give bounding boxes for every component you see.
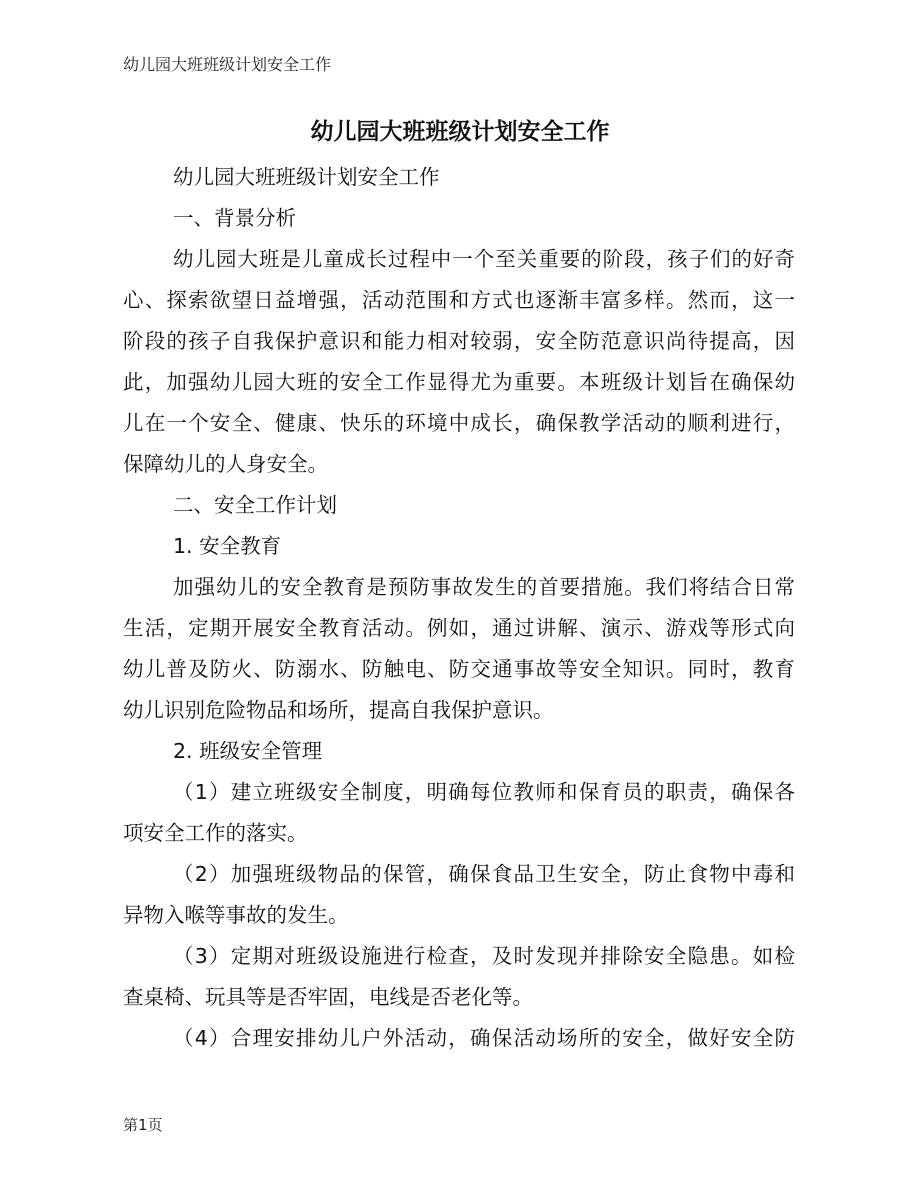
page-number: 第1页 — [123, 1116, 163, 1134]
text-line: 幼儿园大班班级计划安全工作 — [173, 165, 440, 189]
text-line: 幼儿识别危险物品和场所，提高自我保护意识。 — [123, 698, 554, 722]
text-line: 心、探索欲望日益增强，活动范围和方式也逐渐丰富多样。然而，这一 — [123, 288, 795, 312]
text-line: 幼儿普及防火、防溺水、防触电、防交通事故等安全知识。同时，教育 — [123, 657, 795, 681]
text-line: 1. 安全教育 — [173, 534, 282, 558]
text-line: 保障幼儿的人身安全。 — [123, 452, 328, 476]
text-line: 阶段的孩子自我保护意识和能力相对较弱，安全防范意识尚待提高，因 — [123, 329, 795, 353]
running-header: 幼儿园大班班级计划安全工作 — [123, 55, 332, 74]
text-line: （4）合理安排幼儿户外活动，确保活动场所的安全，做好安全防 — [173, 1026, 795, 1050]
document-body — [123, 157, 795, 1059]
text-line: （1）建立班级安全制度，明确每位教师和保育员的职责，确保各 — [173, 780, 795, 804]
text-line: 异物入喉等事故的发生。 — [123, 903, 349, 927]
text-line: 查桌椅、玩具等是否牢固，电线是否老化等。 — [123, 985, 533, 1009]
text-line: 2. 班级安全管理 — [173, 739, 323, 763]
text-line: 项安全工作的落实。 — [123, 821, 308, 845]
text-line: 儿在一个安全、健康、快乐的环境中成长，确保教学活动的顺利进行， — [123, 411, 795, 435]
document-title: 幼儿园大班班级计划安全工作 — [310, 119, 610, 145]
text-line: （3）定期对班级设施进行检查，及时发现并排除安全隐患。如检 — [173, 944, 795, 968]
text-line: 加强幼儿的安全教育是预防事故发生的首要措施。我们将结合日常 — [173, 575, 795, 599]
text-line: 生活，定期开展安全教育活动。例如，通过讲解、演示、游戏等形式向 — [123, 616, 795, 640]
text-line: 此，加强幼儿园大班的安全工作显得尤为重要。本班级计划旨在确保幼 — [123, 370, 795, 394]
text-line: 一、背景分析 — [173, 206, 296, 230]
text-line: （2）加强班级物品的保管，确保食品卫生安全，防止食物中毒和 — [173, 862, 795, 886]
text-line: 二、安全工作计划 — [173, 493, 337, 517]
text-line: 幼儿园大班是儿童成长过程中一个至关重要的阶段，孩子们的好奇 — [173, 247, 795, 271]
